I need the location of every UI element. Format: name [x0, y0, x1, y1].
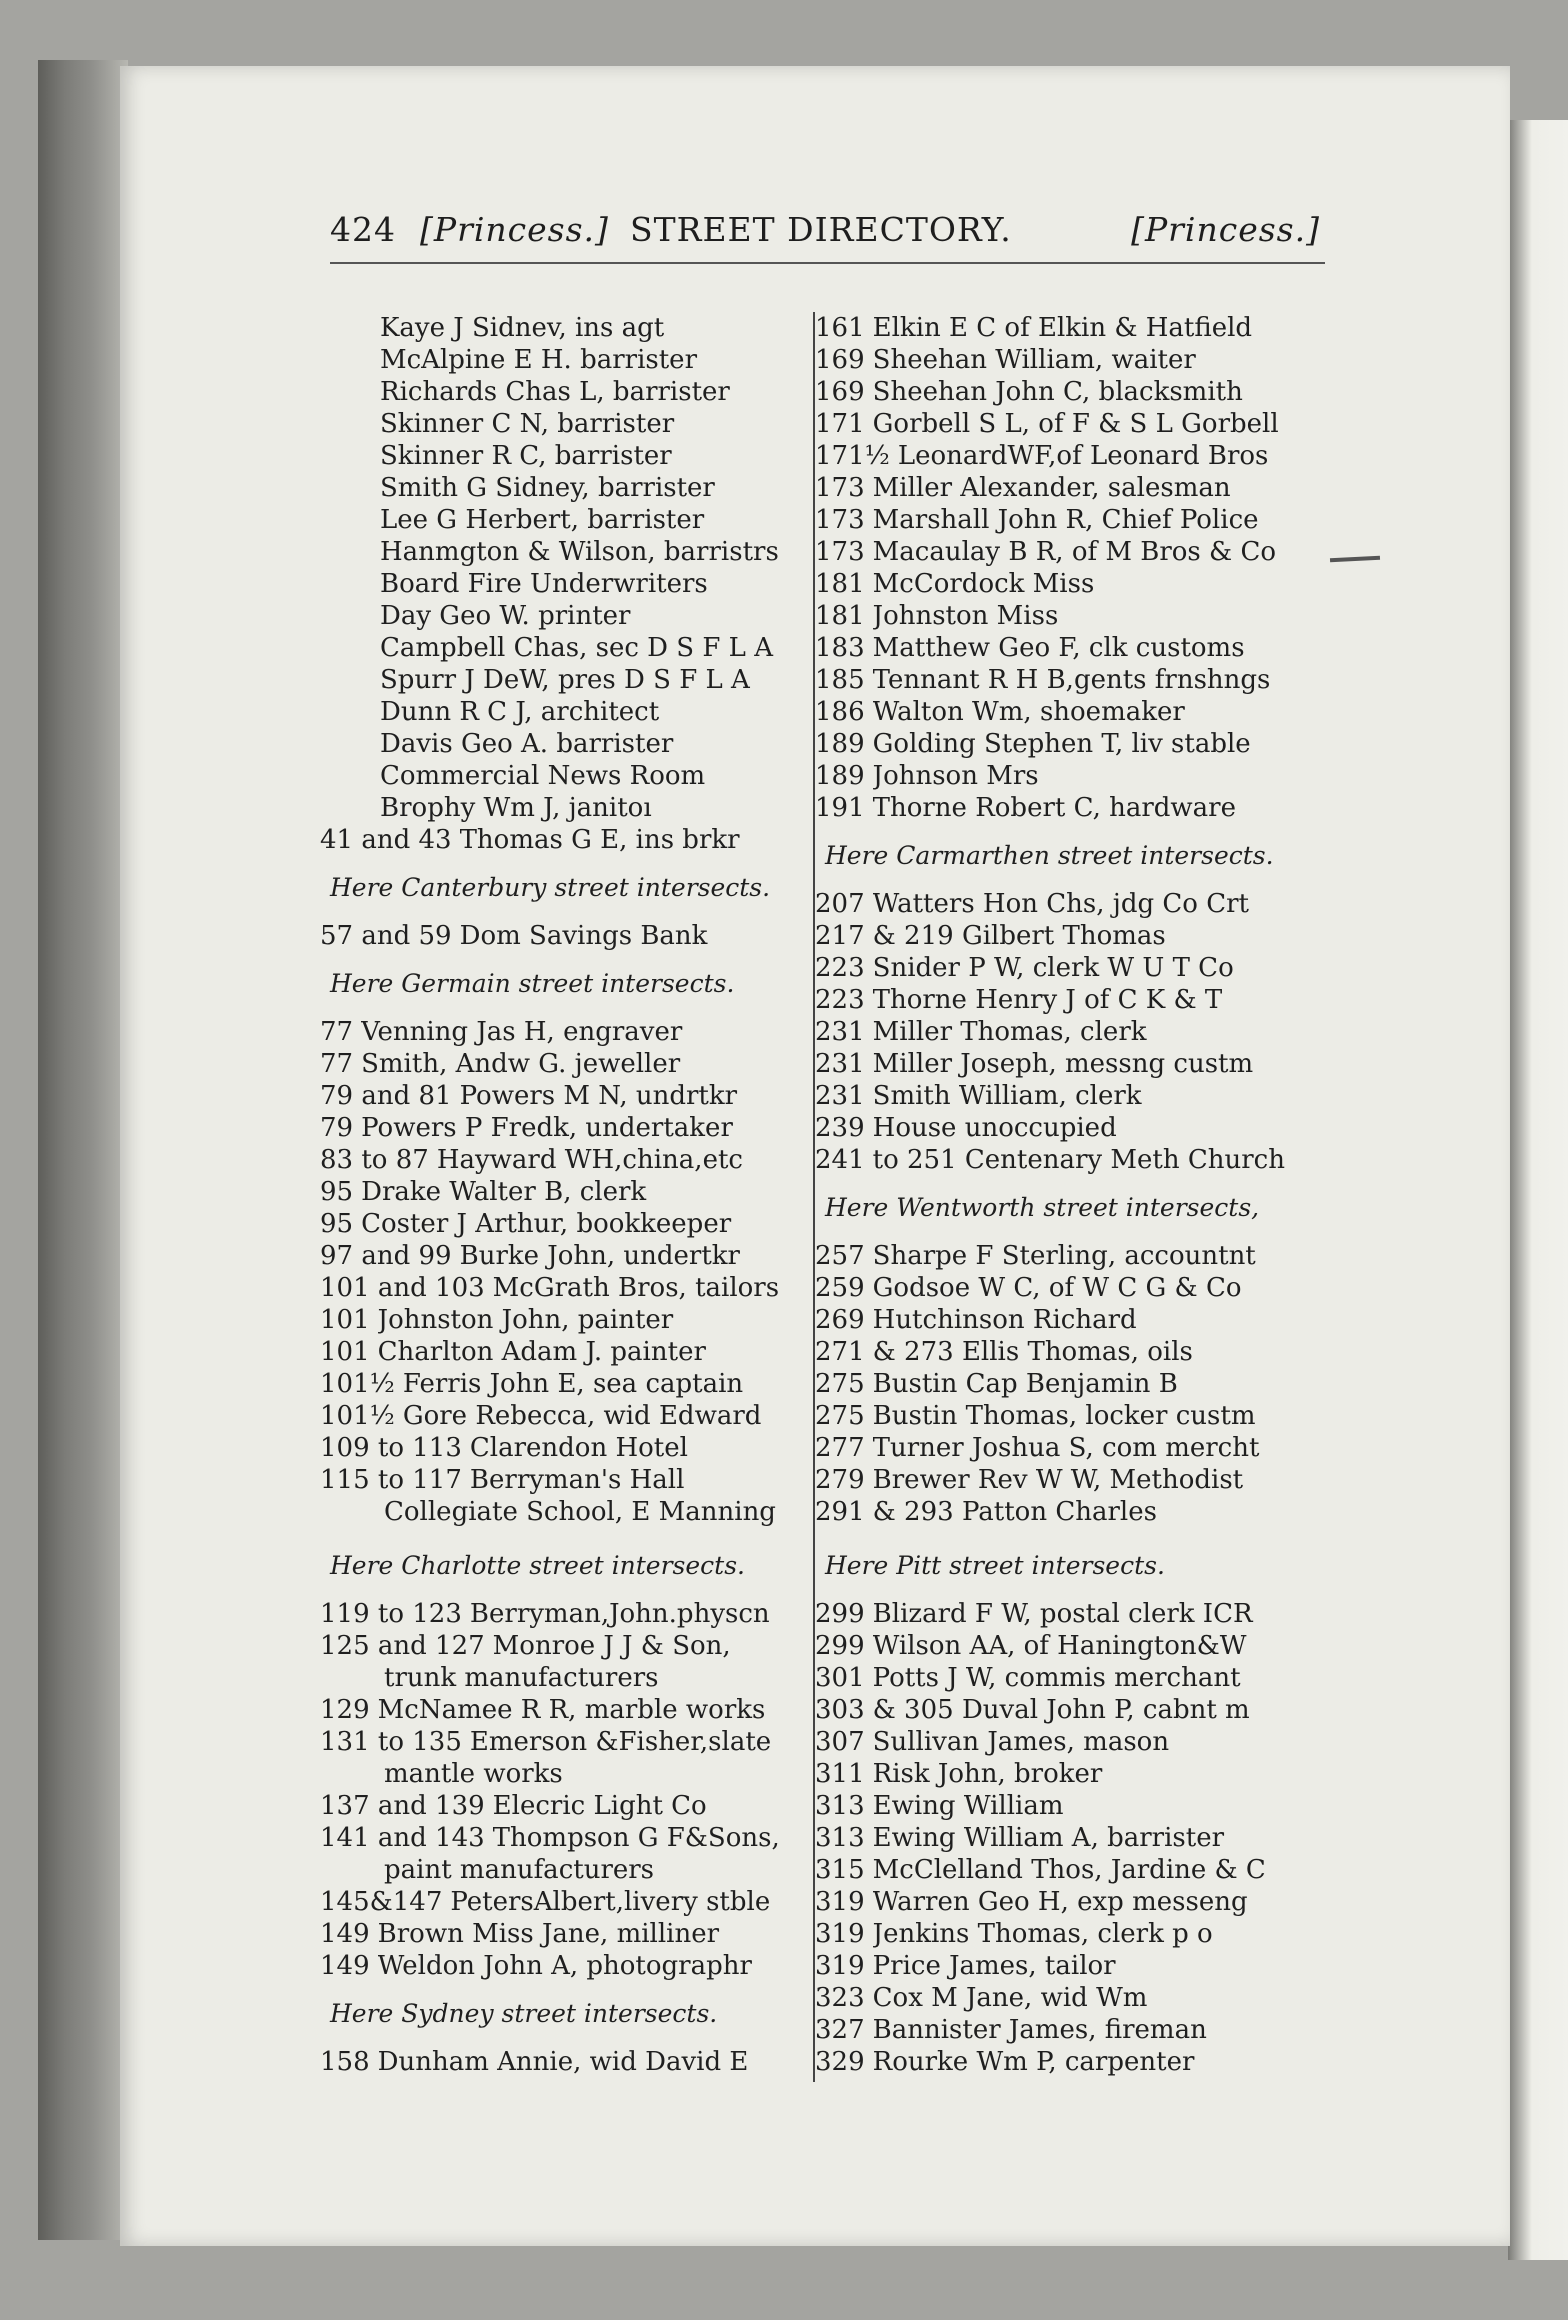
occupant: Davis Geo A. barrister — [380, 729, 674, 759]
house-number: 149 — [320, 1951, 370, 1981]
directory-entry — [815, 1304, 1315, 1336]
directory-entry — [815, 1400, 1315, 1432]
occupant: Kaye J Sidnev, ins agt — [380, 313, 665, 343]
directory-entry — [320, 536, 800, 568]
occupant: House unoccupied — [872, 1113, 1117, 1143]
occupant: Bustin Cap Benjamin B — [872, 1369, 1178, 1399]
house-number: 315 — [815, 1855, 865, 1885]
occupant: Campbell Chas, sec D S F L A — [380, 633, 773, 663]
directory-entry — [815, 1336, 1315, 1368]
directory-entry — [320, 472, 800, 504]
occupant: PetersAlbert,livery stble — [450, 1887, 771, 1917]
occupant: Walton Wm, shoemaker — [872, 697, 1185, 727]
house-number: 275 — [815, 1401, 865, 1431]
directory-entry — [815, 600, 1315, 632]
street-intersection: Here Carmarthen street intersects. — [825, 841, 1274, 870]
house-number: 173 — [815, 473, 865, 503]
occupant: Spurr J DeW, pres D S F L A — [380, 665, 750, 695]
occupant: Thorne Robert C, hardware — [872, 793, 1236, 823]
house-number: 149 — [320, 1919, 370, 1949]
directory-entry — [815, 504, 1315, 536]
occupant: Wilson AA, of Hanington&W — [872, 1631, 1247, 1661]
occupant: Hayward WH,china,etc — [436, 1145, 743, 1175]
occupant: Charlton Adam J. painter — [377, 1337, 706, 1367]
house-number: 277 — [815, 1433, 865, 1463]
directory-entry — [320, 1726, 800, 1758]
directory-entry — [320, 1464, 800, 1496]
directory-entry — [320, 1432, 800, 1464]
occupant: Price James, tailor — [872, 1951, 1116, 1981]
occupant: Johnston John, painter — [377, 1305, 674, 1335]
occupant: Bannister James, fireman — [872, 2015, 1207, 2045]
occupant: McNamee R R, marble works — [377, 1695, 766, 1725]
directory-entry — [320, 1598, 800, 1630]
directory-entry — [815, 2014, 1315, 2046]
house-number: 173 — [815, 537, 865, 567]
directory-entry — [815, 1144, 1315, 1176]
directory-entry — [320, 696, 800, 728]
entry-continuation: paint manufacturers — [384, 1855, 655, 1885]
directory-entry — [320, 376, 800, 408]
occupant: Elecric Light Co — [492, 1791, 707, 1821]
house-number: 158 — [320, 2047, 370, 2077]
directory-entry — [815, 1726, 1315, 1758]
occupant: & 219 Gilbert Thomas — [872, 921, 1166, 951]
directory-entry — [320, 568, 800, 600]
house-number: 319 — [815, 1887, 865, 1917]
occupant: Hanmgton & Wilson, barristrs — [380, 537, 779, 567]
directory-entry — [320, 1080, 800, 1112]
house-number: 181 — [815, 601, 865, 631]
occupant: Risk John, broker — [872, 1759, 1103, 1789]
occupant: Berryman's Hall — [469, 1465, 685, 1495]
directory-entry — [815, 760, 1315, 792]
occupant: Day Geo W. printer — [380, 601, 631, 631]
directory-entry — [320, 1400, 800, 1432]
directory-entry — [815, 920, 1315, 952]
directory-entry — [815, 1790, 1315, 1822]
house-number: 307 — [815, 1727, 865, 1757]
occupant: Clarendon Hotel — [469, 1433, 688, 1463]
occupant: to 251 Centenary Meth Church — [872, 1145, 1285, 1175]
directory-entry — [815, 1496, 1315, 1528]
right-column — [815, 312, 1315, 2078]
house-number: 161 — [815, 313, 865, 343]
house-number: 101 and 103 — [320, 1273, 485, 1303]
directory-entry — [320, 504, 800, 536]
directory-entry — [815, 2046, 1315, 2078]
house-number: 186 — [815, 697, 865, 727]
directory-entry — [815, 1598, 1315, 1630]
directory-entry — [320, 632, 800, 664]
occupant: Skinner C N, barrister — [380, 409, 675, 439]
entry-continuation: trunk manufacturers — [384, 1663, 659, 1693]
occupant: Venning Jas H, engraver — [361, 1017, 683, 1047]
directory-entry — [815, 1016, 1315, 1048]
occupant: Marshall John R, Chief Police — [872, 505, 1259, 535]
house-number: 257 — [815, 1241, 865, 1271]
house-number: 79 — [320, 1113, 354, 1143]
street-intersection: Here Pitt street intersects. — [825, 1551, 1165, 1580]
occupant: & 305 Duval John P, cabnt m — [872, 1695, 1250, 1725]
occupant: Sullivan James, mason — [872, 1727, 1170, 1757]
house-number: 169 — [815, 345, 865, 375]
occupant: Gorbell S L, of F & S L Gorbell — [872, 409, 1279, 439]
page-title: STREET DIRECTORY. — [630, 210, 1012, 249]
directory-entry — [815, 728, 1315, 760]
house-number: 191 — [815, 793, 865, 823]
house-number: 101½ — [320, 1369, 395, 1399]
occupant: Turner Joshua S, com mercht — [872, 1433, 1260, 1463]
occupant: Macaulay B R, of M Bros & Co — [872, 537, 1276, 567]
occupant: Emerson &Fisher,slate — [469, 1727, 772, 1757]
occupant: Snider P W, clerk W U T Co — [872, 953, 1234, 983]
house-number: 231 — [815, 1049, 865, 1079]
running-head-right: [Princess.] — [1131, 210, 1320, 249]
directory-entry — [320, 1694, 800, 1726]
directory-entry — [320, 344, 800, 376]
occupant: Thorne Henry J of C K & T — [872, 985, 1223, 1015]
directory-entry — [815, 1822, 1315, 1854]
directory-entry — [320, 1176, 800, 1208]
directory-entry — [320, 1368, 800, 1400]
directory-entry — [320, 1630, 800, 1662]
occupant: Warren Geo H, exp messeng — [872, 1887, 1248, 1917]
house-number: 291 — [815, 1497, 865, 1527]
directory-entry — [815, 664, 1315, 696]
directory-entry — [320, 1208, 800, 1240]
house-number: 269 — [815, 1305, 865, 1335]
street-intersection: Here Charlotte street intersects. — [330, 1551, 746, 1580]
directory-entry — [320, 1304, 800, 1336]
entry-continuation: Collegiate School, E Manning — [384, 1497, 776, 1527]
street-intersection: Here Sydney street intersects. — [330, 1999, 718, 2028]
house-number: 115 to 117 — [320, 1465, 462, 1495]
house-number: 125 and 127 — [320, 1631, 485, 1661]
house-number: 137 and 139 — [320, 1791, 485, 1821]
house-number: 189 — [815, 761, 865, 791]
occupant: Ewing William A, barrister — [872, 1823, 1225, 1853]
entry-continuation: mantle works — [384, 1759, 563, 1789]
occupant: Thomas G E, ins brkr — [459, 825, 740, 855]
house-number: 279 — [815, 1465, 865, 1495]
running-head-left: [Princess.] — [420, 210, 609, 249]
directory-entry — [320, 1016, 800, 1048]
directory-entry — [815, 1982, 1315, 2014]
occupant: Tennant R H B,gents frnshngs — [872, 665, 1271, 695]
house-number: 41 and 43 — [320, 825, 452, 855]
occupant: Dom Savings Bank — [459, 921, 708, 951]
left-column — [320, 312, 800, 2078]
occupant: Miller Thomas, clerk — [872, 1017, 1147, 1047]
occupant: Berryman,John.physcn — [469, 1599, 770, 1629]
occupant: Dunn R C J, architect — [380, 697, 660, 727]
directory-entry — [815, 1694, 1315, 1726]
house-number: 319 — [815, 1919, 865, 1949]
occupant: Brophy Wm J, janitoı — [380, 793, 652, 823]
directory-entry — [320, 1272, 800, 1304]
house-number: 79 and 81 — [320, 1081, 452, 1111]
occupant: Smith William, clerk — [872, 1081, 1142, 1111]
directory-entry — [815, 1758, 1315, 1790]
house-number: 181 — [815, 569, 865, 599]
occupant: Smith, Andw G. jeweller — [361, 1049, 681, 1079]
directory-entry — [815, 376, 1315, 408]
occupant: Cox M Jane, wid Wm — [872, 1983, 1148, 2013]
house-number: 231 — [815, 1081, 865, 1111]
directory-entry — [320, 312, 800, 344]
house-number: 131 to 135 — [320, 1727, 462, 1757]
house-number: 271 — [815, 1337, 865, 1367]
directory-entry — [320, 2046, 800, 2078]
occupant: Thompson G F&Sons, — [492, 1823, 780, 1853]
directory-entry — [815, 440, 1315, 472]
page-header — [330, 210, 1320, 260]
occupant: Powers M N, undrtkr — [459, 1081, 738, 1111]
occupant: Drake Walter B, clerk — [361, 1177, 647, 1207]
occupant: Brewer Rev W W, Methodist — [872, 1465, 1244, 1495]
house-number: 241 — [815, 1145, 865, 1175]
directory-entry — [815, 1630, 1315, 1662]
directory-entry — [815, 1918, 1315, 1950]
house-number: 145&147 — [320, 1887, 443, 1917]
directory-entry — [320, 920, 800, 952]
directory-entry — [815, 1886, 1315, 1918]
directory-entry — [320, 600, 800, 632]
house-number: 141 and 143 — [320, 1823, 485, 1853]
directory-entry — [320, 1950, 800, 1982]
directory-entry — [815, 1464, 1315, 1496]
house-number: 217 — [815, 921, 865, 951]
directory-entry — [815, 1048, 1315, 1080]
occupant: Smith G Sidney, barrister — [380, 473, 715, 503]
directory-entry — [320, 1048, 800, 1080]
house-number: 171 — [815, 409, 865, 439]
occupant: Sheehan William, waiter — [872, 345, 1196, 375]
house-number: 313 — [815, 1823, 865, 1853]
directory-entry — [815, 696, 1315, 728]
occupant: Burke John, undertkr — [459, 1241, 740, 1271]
occupant: Coster J Arthur, bookkeeper — [361, 1209, 732, 1239]
directory-entry — [815, 792, 1315, 824]
house-number: 323 — [815, 1983, 865, 2013]
occupant: Monroe J J & Son, — [492, 1631, 731, 1661]
occupant: Potts J W, commis merchant — [872, 1663, 1241, 1693]
house-number: 319 — [815, 1951, 865, 1981]
occupant: Golding Stephen T, liv stable — [872, 729, 1251, 759]
house-number: 183 — [815, 633, 865, 663]
occupant: Powers P Fredk, undertaker — [361, 1113, 733, 1143]
house-number: 173 — [815, 505, 865, 535]
occupant: & 273 Ellis Thomas, oils — [872, 1337, 1193, 1367]
occupant: Johnston Miss — [872, 601, 1059, 631]
house-number: 129 — [320, 1695, 370, 1725]
occupant: McGrath Bros, tailors — [492, 1273, 780, 1303]
house-number: 95 — [320, 1209, 354, 1239]
directory-entry — [815, 536, 1315, 568]
house-number: 189 — [815, 729, 865, 759]
occupant: Sharpe F Sterling, accountnt — [872, 1241, 1256, 1271]
directory-entry — [320, 1336, 800, 1368]
directory-entry — [320, 1144, 800, 1176]
directory-entry — [815, 888, 1315, 920]
occupant: McClelland Thos, Jardine & C — [872, 1855, 1266, 1885]
directory-entry — [320, 408, 800, 440]
directory-entry — [815, 568, 1315, 600]
occupant: Blizard F W, postal clerk ICR — [872, 1599, 1253, 1629]
occupant: Bustin Thomas, locker custm — [872, 1401, 1256, 1431]
directory-entry — [320, 760, 800, 792]
directory-entry — [320, 1886, 800, 1918]
directory-entry — [815, 1272, 1315, 1304]
house-number: 101 — [320, 1305, 370, 1335]
street-intersection: Here Canterbury street intersects. — [330, 873, 771, 902]
house-number: 207 — [815, 889, 865, 919]
occupant: Ewing William — [872, 1791, 1064, 1821]
directory-entry — [815, 1854, 1315, 1886]
occupant: Dunham Annie, wid David E — [377, 2047, 749, 2077]
directory-entry — [320, 1822, 800, 1854]
directory-entry — [320, 440, 800, 472]
occupant: Miller Joseph, messng custm — [872, 1049, 1254, 1079]
house-number: 77 — [320, 1017, 354, 1047]
house-number: 259 — [815, 1273, 865, 1303]
house-number: 239 — [815, 1113, 865, 1143]
directory-entry — [815, 952, 1315, 984]
directory-entry — [815, 1368, 1315, 1400]
occupant: Ferris John E, sea captain — [402, 1369, 744, 1399]
house-number: 303 — [815, 1695, 865, 1725]
house-number: 231 — [815, 1017, 865, 1047]
occupant: Brown Miss Jane, milliner — [377, 1919, 720, 1949]
house-number: 299 — [815, 1599, 865, 1629]
house-number: 97 and 99 — [320, 1241, 452, 1271]
directory-entry — [815, 312, 1315, 344]
directory-entry — [815, 1662, 1315, 1694]
house-number: 299 — [815, 1631, 865, 1661]
house-number: 329 — [815, 2047, 865, 2077]
occupant: Rourke Wm P, carpenter — [872, 2047, 1195, 2077]
house-number: 223 — [815, 953, 865, 983]
directory-entry — [320, 1918, 800, 1950]
house-number: 83 to 87 — [320, 1145, 429, 1175]
house-number: 301 — [815, 1663, 865, 1693]
directory-entry — [815, 632, 1315, 664]
house-number: 311 — [815, 1759, 865, 1789]
house-number: 169 — [815, 377, 865, 407]
occupant: McCordock Miss — [872, 569, 1095, 599]
page-number: 424 — [330, 210, 396, 249]
directory-entry — [815, 1240, 1315, 1272]
directory-entry — [320, 1112, 800, 1144]
occupant: Matthew Geo F, clk customs — [872, 633, 1245, 663]
book-binding-edge — [38, 60, 128, 2240]
occupant: Richards Chas L, barrister — [380, 377, 730, 407]
street-intersection: Here Germain street intersects. — [330, 969, 735, 998]
occupant: Hutchinson Richard — [872, 1305, 1137, 1335]
house-number: 185 — [815, 665, 865, 695]
occupant: Johnson Mrs — [872, 761, 1039, 791]
directory-entry — [815, 344, 1315, 376]
occupant: Sheehan John C, blacksmith — [872, 377, 1243, 407]
house-number: 77 — [320, 1049, 354, 1079]
house-number: 327 — [815, 2015, 865, 2045]
occupant: Gore Rebecca, wid Edward — [402, 1401, 762, 1431]
occupant: Elkin E C of Elkin & Hatfield — [872, 313, 1253, 343]
directory-entry — [815, 408, 1315, 440]
occupant: Commercial News Room — [380, 761, 706, 791]
house-number: 119 to 123 — [320, 1599, 462, 1629]
occupant: Lee G Herbert, barrister — [380, 505, 705, 535]
house-number: 275 — [815, 1369, 865, 1399]
house-number: 313 — [815, 1791, 865, 1821]
house-number: 223 — [815, 985, 865, 1015]
occupant: & 293 Patton Charles — [872, 1497, 1157, 1527]
house-number: 101 — [320, 1337, 370, 1367]
occupant: Weldon John A, photographr — [377, 1951, 752, 1981]
occupant: Miller Alexander, salesman — [872, 473, 1231, 503]
facing-page-edge — [1508, 120, 1568, 2260]
occupant: Board Fire Underwriters — [380, 569, 708, 599]
occupant: Jenkins Thomas, clerk p o — [872, 1919, 1213, 1949]
occupant: Skinner R C, barrister — [380, 441, 672, 471]
occupant: McAlpine E H. barrister — [380, 345, 698, 375]
directory-entry — [815, 1112, 1315, 1144]
header-rule — [330, 262, 1325, 264]
directory-entry — [815, 1950, 1315, 1982]
occupant: LeonardWF,of Leonard Bros — [897, 441, 1269, 471]
directory-entry — [815, 472, 1315, 504]
directory-entry — [815, 984, 1315, 1016]
directory-entry — [815, 1432, 1315, 1464]
occupant: Godsoe W C, of W C G & Co — [872, 1273, 1242, 1303]
street-intersection: Here Wentworth street intersects, — [825, 1193, 1260, 1222]
house-number: 95 — [320, 1177, 354, 1207]
directory-entry — [320, 1790, 800, 1822]
directory-entry — [815, 1080, 1315, 1112]
house-number: 171½ — [815, 441, 890, 471]
directory-entry — [320, 664, 800, 696]
directory-entry — [320, 824, 800, 856]
house-number: 109 to 113 — [320, 1433, 462, 1463]
occupant: Watters Hon Chs, jdg Co Crt — [872, 889, 1249, 919]
directory-entry — [320, 1240, 800, 1272]
house-number: 57 and 59 — [320, 921, 452, 951]
directory-entry — [320, 792, 800, 824]
directory-entry — [320, 728, 800, 760]
house-number: 101½ — [320, 1401, 395, 1431]
